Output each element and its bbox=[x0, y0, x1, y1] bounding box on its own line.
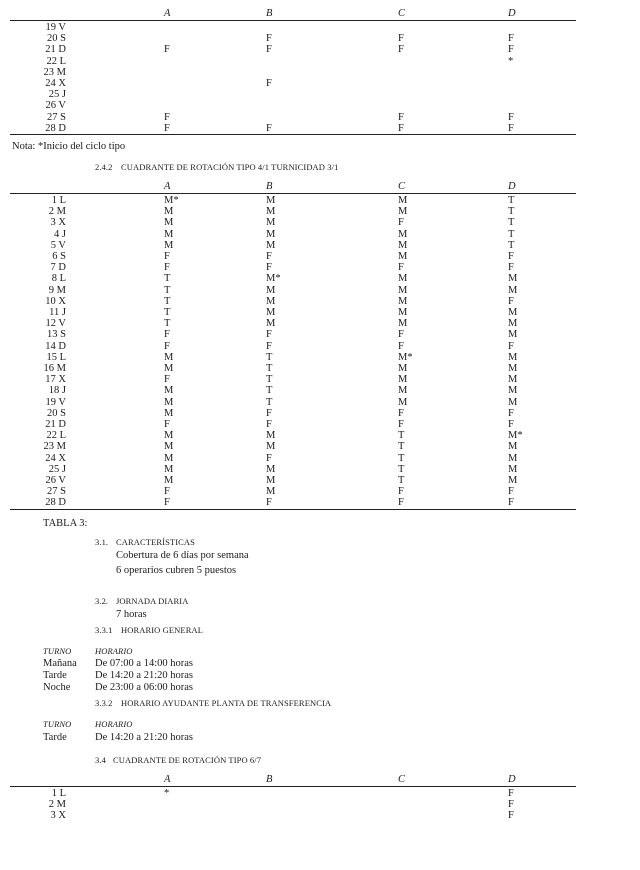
top-table-row bbox=[0, 112, 640, 123]
shift-cell-c: M bbox=[398, 318, 408, 330]
shift-cell-b: M bbox=[266, 318, 276, 330]
day-cell: 3 X bbox=[50, 217, 66, 229]
shift-cell-a: F bbox=[164, 419, 170, 430]
day-cell: 19 V bbox=[45, 22, 66, 33]
rot-table-row bbox=[0, 318, 640, 329]
shift-cell-c: T bbox=[398, 441, 405, 453]
rot-table-row bbox=[0, 240, 640, 251]
shift-cell-d: M bbox=[508, 273, 518, 285]
s32-title: JORNADA DIARIA bbox=[116, 596, 189, 606]
rot-table-row bbox=[0, 464, 640, 475]
shift-cell-d: M bbox=[508, 351, 518, 363]
rot-table-row bbox=[0, 341, 640, 352]
shift-cell-a: F bbox=[164, 251, 170, 262]
shift-hours: De 23:00 a 06:00 horas bbox=[95, 682, 193, 693]
shift-cell-b: M bbox=[266, 430, 276, 442]
day-cell: 20 S bbox=[47, 407, 66, 419]
tabla3-title: TABLA 3: bbox=[43, 518, 88, 529]
shift-cell-c: M bbox=[398, 273, 408, 285]
shift-header-turno-1: TURNO bbox=[43, 646, 72, 656]
shift-cell-d: F bbox=[508, 44, 514, 56]
shift-cell-a: T bbox=[164, 273, 171, 285]
rot-table-row bbox=[0, 273, 640, 284]
shift-cell-a: * bbox=[164, 788, 170, 799]
shift-hours: De 14:20 a 21:20 horas bbox=[95, 670, 193, 681]
rot-col-header-a: A bbox=[164, 181, 171, 192]
day-cell: 26 V bbox=[45, 100, 66, 112]
top-header-rule bbox=[10, 20, 576, 21]
shift-cell-c: F bbox=[398, 111, 404, 123]
day-cell: 24 X bbox=[45, 452, 66, 464]
rot-col-header-b: B bbox=[266, 181, 273, 192]
top-table-row bbox=[0, 56, 640, 67]
shift-cell-b: F bbox=[266, 262, 272, 274]
day-cell: 16 M bbox=[43, 363, 66, 374]
rot-col-header-d: D bbox=[508, 181, 516, 192]
shift-cell-b: F bbox=[266, 452, 272, 464]
shift-cell-c: F bbox=[398, 33, 404, 45]
rot-table-row bbox=[0, 374, 640, 385]
shift-cell-d: F bbox=[508, 497, 514, 509]
shift-cell-a: T bbox=[164, 284, 171, 296]
shift-cell-c: M bbox=[398, 295, 408, 307]
shift-cell-d: M bbox=[508, 284, 518, 296]
shift-cell-b: M bbox=[266, 239, 276, 251]
shift-cell-b: F bbox=[266, 340, 272, 352]
day-cell: 2 M bbox=[48, 206, 66, 218]
day-cell: 9 M bbox=[48, 284, 66, 296]
shift-cell-b: M bbox=[266, 475, 276, 486]
shift-cell-a: M bbox=[164, 239, 174, 251]
top-bottom-rule bbox=[10, 134, 576, 135]
shift-cell-d: F bbox=[508, 799, 514, 811]
day-cell: 19 V bbox=[45, 396, 66, 408]
shift-cell-b: M bbox=[266, 195, 276, 206]
s31-number: 3.1. bbox=[95, 537, 109, 547]
shift-cell-a: M* bbox=[164, 195, 179, 206]
shift-cell-b: F bbox=[266, 33, 272, 45]
shift-cell-b: F bbox=[266, 329, 272, 341]
shift-cell-d: * bbox=[508, 55, 514, 67]
shift-cell-b: M bbox=[266, 284, 276, 296]
shift-cell-a: M bbox=[164, 475, 174, 486]
shift-cell-b: T bbox=[266, 363, 273, 374]
shift-cell-d: M bbox=[508, 329, 518, 341]
top-table-row bbox=[0, 89, 640, 100]
rot-table-row bbox=[0, 497, 640, 508]
rot-table-row bbox=[0, 206, 640, 217]
day-cell: 28 D bbox=[45, 497, 66, 509]
shift-cell-a: T bbox=[164, 318, 171, 330]
shift-cell-c: F bbox=[398, 407, 404, 419]
rot-table-row bbox=[0, 430, 640, 441]
shift-cell-a: M bbox=[164, 407, 174, 419]
day-cell: 1 L bbox=[51, 195, 66, 206]
shift-cell-c: M* bbox=[398, 351, 413, 363]
footnote: Nota: *Inicio del ciclo tipo bbox=[12, 141, 126, 152]
section-title-242: CUADRANTE DE ROTACIÓN TIPO 4/1 TURNICIDAD 3/1 bbox=[121, 162, 339, 172]
day-cell: 10 X bbox=[45, 295, 66, 307]
s32-line-1: 7 horas bbox=[116, 609, 147, 620]
shift-cell-d: F bbox=[508, 810, 514, 822]
rot-table-row bbox=[0, 385, 640, 396]
s34-number: 3.4 bbox=[95, 755, 106, 765]
s31-line-1: Cobertura de 6 días por semana bbox=[116, 550, 249, 561]
shift-name: Tarde bbox=[43, 670, 67, 681]
shift-cell-c: F bbox=[398, 217, 404, 229]
day-cell: 27 S bbox=[47, 111, 66, 123]
shift-cell-b: M bbox=[266, 486, 276, 498]
s332-number: 3.3.2 bbox=[95, 698, 113, 708]
shift-cell-d: T bbox=[508, 217, 515, 229]
shift-cell-d: T bbox=[508, 239, 515, 251]
shift-cell-d: M bbox=[508, 307, 518, 318]
day-cell: 18 J bbox=[48, 385, 66, 397]
top-table-row bbox=[0, 67, 640, 78]
shift-cell-c: F bbox=[398, 329, 404, 341]
top-col-header-c: C bbox=[398, 8, 406, 19]
rot-col-header-c: C bbox=[398, 181, 406, 192]
day-cell: 28 D bbox=[45, 122, 66, 134]
section-number-242: 2.4.2 bbox=[95, 162, 113, 172]
day-cell: 7 D bbox=[50, 262, 66, 274]
shift-cell-c: M bbox=[398, 363, 408, 374]
day-cell: 22 L bbox=[46, 430, 66, 442]
top-table-row bbox=[0, 100, 640, 111]
shift-cell-a: M bbox=[164, 430, 174, 442]
shift-cell-d: M* bbox=[508, 430, 523, 442]
shift-cell-d: F bbox=[508, 407, 514, 419]
day-cell: 11 J bbox=[49, 307, 66, 318]
day-cell: 27 S bbox=[47, 486, 66, 498]
shift-cell-c: M bbox=[398, 251, 408, 262]
day-cell: 14 D bbox=[45, 340, 66, 352]
shift-cell-c: M bbox=[398, 396, 408, 408]
shift-cell-c: M bbox=[398, 195, 408, 206]
rot-table-row bbox=[0, 285, 640, 296]
rot-table-row bbox=[0, 307, 640, 318]
rot-bottom-rule bbox=[10, 509, 576, 510]
shift-cell-a: F bbox=[164, 44, 170, 56]
s67-table-row bbox=[0, 788, 640, 799]
rot-table-row bbox=[0, 441, 640, 452]
shift-cell-c: M bbox=[398, 206, 408, 218]
shift-cell-a: M bbox=[164, 441, 174, 453]
shift-header-horario-2: HORARIO bbox=[95, 719, 133, 729]
shift-cell-b: T bbox=[266, 385, 273, 397]
shift-cell-c: T bbox=[398, 475, 405, 486]
shift-cell-c: M bbox=[398, 239, 408, 251]
shift-cell-c: M bbox=[398, 284, 408, 296]
day-cell: 24 X bbox=[45, 78, 66, 89]
shift-cell-d: F bbox=[508, 262, 514, 274]
shift-cell-d: F bbox=[508, 295, 514, 307]
shift-cell-b: M* bbox=[266, 273, 281, 285]
shift-cell-a: F bbox=[164, 497, 170, 509]
shift-cell-c: M bbox=[398, 374, 408, 386]
shift-cell-c: T bbox=[398, 430, 405, 442]
rot-table-row bbox=[0, 329, 640, 340]
shift-cell-c: M bbox=[398, 228, 408, 240]
day-cell: 5 V bbox=[50, 239, 66, 251]
shift-cell-d: F bbox=[508, 486, 514, 498]
day-cell: 22 L bbox=[46, 55, 66, 67]
shift-cell-d: F bbox=[508, 251, 514, 262]
shift-cell-a: T bbox=[164, 307, 171, 318]
day-cell: 12 V bbox=[45, 318, 66, 330]
shift-cell-d: T bbox=[508, 206, 515, 218]
rot-table-row bbox=[0, 408, 640, 419]
top-col-header-a: A bbox=[164, 8, 171, 19]
shift-cell-a: M bbox=[164, 396, 174, 408]
rot-table-row bbox=[0, 195, 640, 206]
shift-cell-d: M bbox=[508, 318, 518, 330]
top-table-row bbox=[0, 22, 640, 33]
s331-number: 3.3.1 bbox=[95, 625, 113, 635]
shift-cell-b: F bbox=[266, 251, 272, 262]
shift-cell-c: T bbox=[398, 463, 405, 475]
shift-cell-d: M bbox=[508, 363, 518, 374]
shift-cell-b: T bbox=[266, 351, 273, 363]
shift-cell-b: T bbox=[266, 396, 273, 408]
rot-table-row bbox=[0, 475, 640, 486]
top-table-row bbox=[0, 78, 640, 89]
s31-title: CARACTERÍSTICAS bbox=[116, 537, 195, 547]
shift-header-turno-2: TURNO bbox=[43, 719, 72, 729]
day-cell: 15 L bbox=[46, 351, 66, 363]
rot-table-row bbox=[0, 419, 640, 430]
shift-cell-d: F bbox=[508, 111, 514, 123]
shift-cell-a: T bbox=[164, 295, 171, 307]
day-cell: 2 M bbox=[48, 799, 66, 811]
s32-number: 3.2. bbox=[95, 596, 109, 606]
shift-cell-a: M bbox=[164, 228, 174, 240]
s332-title: HORARIO AYUDANTE PLANTA DE TRANSFERENCIA bbox=[121, 698, 332, 708]
shift-cell-d: T bbox=[508, 228, 515, 240]
shift-cell-a: F bbox=[164, 374, 170, 386]
s31-line-2: 6 operarios cubren 5 puestos bbox=[116, 565, 237, 576]
shift-cell-c: F bbox=[398, 486, 404, 498]
rot-table-row bbox=[0, 296, 640, 307]
s67-col-header-a: A bbox=[164, 774, 171, 785]
shift-cell-a: M bbox=[164, 217, 174, 229]
shift-cell-b: M bbox=[266, 295, 276, 307]
day-cell: 13 S bbox=[47, 329, 66, 341]
day-cell: 20 S bbox=[47, 33, 66, 45]
shift-cell-a: F bbox=[164, 111, 170, 123]
shift-cell-d: T bbox=[508, 195, 515, 206]
top-table-row bbox=[0, 33, 640, 44]
shift-cell-a: F bbox=[164, 340, 170, 352]
s67-header-rule bbox=[10, 786, 576, 787]
day-cell: 8 L bbox=[51, 273, 66, 285]
shift-cell-c: M bbox=[398, 385, 408, 397]
rot-table-row bbox=[0, 453, 640, 464]
s67-col-header-b: B bbox=[266, 774, 273, 785]
shift-cell-c: F bbox=[398, 262, 404, 274]
shift-cell-a: M bbox=[164, 206, 174, 218]
shift-cell-d: F bbox=[508, 788, 514, 799]
shift-cell-b: F bbox=[266, 407, 272, 419]
day-cell: 3 X bbox=[50, 810, 66, 822]
day-cell: 23 M bbox=[43, 66, 66, 78]
rot-table-row bbox=[0, 262, 640, 273]
day-cell: 21 D bbox=[45, 419, 66, 430]
shift-cell-d: F bbox=[508, 419, 514, 430]
shift-cell-c: F bbox=[398, 419, 404, 430]
shift-cell-c: F bbox=[398, 122, 404, 134]
shift-hours: De 07:00 a 14:00 horas bbox=[95, 658, 193, 669]
shift-cell-c: T bbox=[398, 452, 405, 464]
day-cell: 17 X bbox=[45, 374, 66, 386]
shift-cell-c: F bbox=[398, 44, 404, 56]
shift-cell-d: M bbox=[508, 396, 518, 408]
top-col-header-b: B bbox=[266, 8, 273, 19]
shift-cell-b: M bbox=[266, 463, 276, 475]
shift-cell-a: F bbox=[164, 329, 170, 341]
shift-header-horario-1: HORARIO bbox=[95, 646, 133, 656]
shift-hours: De 14:20 a 21:20 horas bbox=[95, 732, 193, 743]
shift-cell-a: F bbox=[164, 262, 170, 274]
s67-col-header-d: D bbox=[508, 774, 516, 785]
s67-table-row bbox=[0, 810, 640, 821]
top-col-header-d: D bbox=[508, 8, 516, 19]
s34-title: CUADRANTE DE ROTACIÓN TIPO 6/7 bbox=[113, 755, 262, 765]
top-table-row bbox=[0, 123, 640, 134]
shift-cell-b: T bbox=[266, 374, 273, 386]
shift-cell-c: F bbox=[398, 340, 404, 352]
shift-cell-b: M bbox=[266, 307, 276, 318]
shift-cell-c: F bbox=[398, 497, 404, 509]
shift-cell-b: F bbox=[266, 78, 272, 89]
shift-cell-b: M bbox=[266, 206, 276, 218]
shift-cell-a: M bbox=[164, 385, 174, 397]
s67-col-header-c: C bbox=[398, 774, 406, 785]
rot-table-row bbox=[0, 217, 640, 228]
top-table-row bbox=[0, 44, 640, 55]
shift-cell-c: M bbox=[398, 307, 408, 318]
shift-cell-b: F bbox=[266, 419, 272, 430]
rot-table-row bbox=[0, 486, 640, 497]
shift-cell-d: M bbox=[508, 374, 518, 386]
shift-cell-a: M bbox=[164, 463, 174, 475]
shift-cell-d: F bbox=[508, 33, 514, 45]
rot-table-row bbox=[0, 229, 640, 240]
shift-cell-a: M bbox=[164, 351, 174, 363]
rot-table-row bbox=[0, 397, 640, 408]
day-cell: 21 D bbox=[45, 44, 66, 56]
shift-cell-a: F bbox=[164, 486, 170, 498]
rot-table-row bbox=[0, 251, 640, 262]
day-cell: 1 L bbox=[51, 788, 66, 799]
shift-cell-d: M bbox=[508, 441, 518, 453]
shift-cell-a: M bbox=[164, 363, 174, 374]
shift-cell-d: M bbox=[508, 475, 518, 486]
shift-cell-d: M bbox=[508, 452, 518, 464]
shift-cell-a: M bbox=[164, 452, 174, 464]
shift-cell-b: F bbox=[266, 122, 272, 134]
day-cell: 26 V bbox=[45, 475, 66, 486]
shift-name: Tarde bbox=[43, 732, 67, 743]
rot-table-row bbox=[0, 363, 640, 374]
rot-header-rule bbox=[10, 193, 576, 194]
shift-cell-b: M bbox=[266, 228, 276, 240]
day-cell: 25 J bbox=[48, 89, 66, 101]
shift-cell-d: F bbox=[508, 122, 514, 134]
shift-name: Noche bbox=[43, 682, 71, 693]
s67-table-row bbox=[0, 799, 640, 810]
shift-cell-a: F bbox=[164, 122, 170, 134]
shift-name: Mañana bbox=[43, 658, 77, 669]
day-cell: 4 J bbox=[54, 228, 66, 240]
shift-cell-d: M bbox=[508, 385, 518, 397]
shift-cell-d: F bbox=[508, 340, 514, 352]
day-cell: 6 S bbox=[52, 251, 66, 262]
rot-table-row bbox=[0, 352, 640, 363]
s331-title: HORARIO GENERAL bbox=[121, 625, 204, 635]
shift-cell-b: M bbox=[266, 217, 276, 229]
shift-cell-b: F bbox=[266, 497, 272, 509]
shift-cell-b: M bbox=[266, 441, 276, 453]
shift-cell-b: F bbox=[266, 44, 272, 56]
day-cell: 23 M bbox=[43, 441, 66, 453]
day-cell: 25 J bbox=[48, 463, 66, 475]
shift-cell-d: M bbox=[508, 463, 518, 475]
